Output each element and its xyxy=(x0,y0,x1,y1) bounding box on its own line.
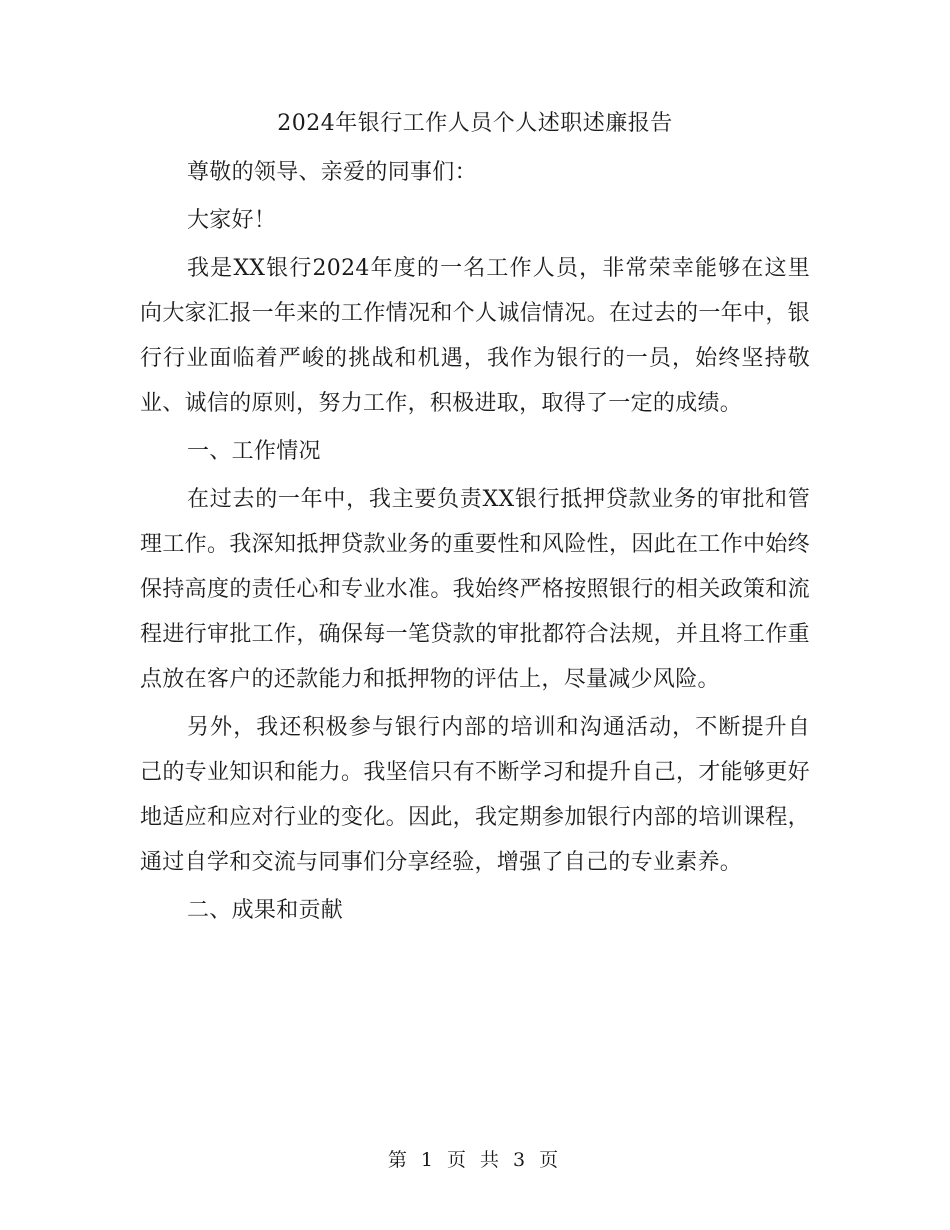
greeting: 大家好！ xyxy=(187,208,277,233)
page-number-footer: 第 1 页 共 3 页 xyxy=(387,1149,563,1171)
intro-paragraph: 我是XX银行2024年度的一名工作人员，非常荣幸能够在这里向大家汇报一年来的工作情况和个人诚信情况。在过去的一年中，银行行业面临着严峻的挑战和机遇，我作为银行的一员，始终坚持敬业、诚信的原则，努力工作，积极进取，取得了一定的成绩。 xyxy=(140,256,810,416)
work-paragraph-1: 在过去的一年中，我主要负责XX银行抵押贷款业务的审批和管理工作。我深知抵押贷款业务的重要性和风险性，因此在工作中始终保持高度的责任心和专业水准。我始终严格按照银行的相关政策和流程进行审批工作，确保每一笔贷款的审批都符合法规，并且将工作重点放在客户的还款能力和抵押物的评估上，尽量减少风险。 xyxy=(140,487,810,692)
salutation: 尊敬的领导、亲爱的同事们： xyxy=(187,160,477,185)
document-title: 2024年银行工作人员个人述职述廉报告 xyxy=(277,111,673,136)
document-body xyxy=(140,104,810,933)
section-heading-achievements: 二、成果和贡献 xyxy=(187,898,344,923)
work-paragraph-2: 另外，我还积极参与银行内部的培训和沟通活动，不断提升自己的专业知识和能力。我坚信只有不断学习和提升自己，才能够更好地适应和应对行业的变化。因此，我定期参加银行内部的培训课程，通过自学和交流与同事们分享经验，增强了自己的专业素养。 xyxy=(140,715,810,875)
section-heading-work: 一、工作情况 xyxy=(187,439,321,464)
